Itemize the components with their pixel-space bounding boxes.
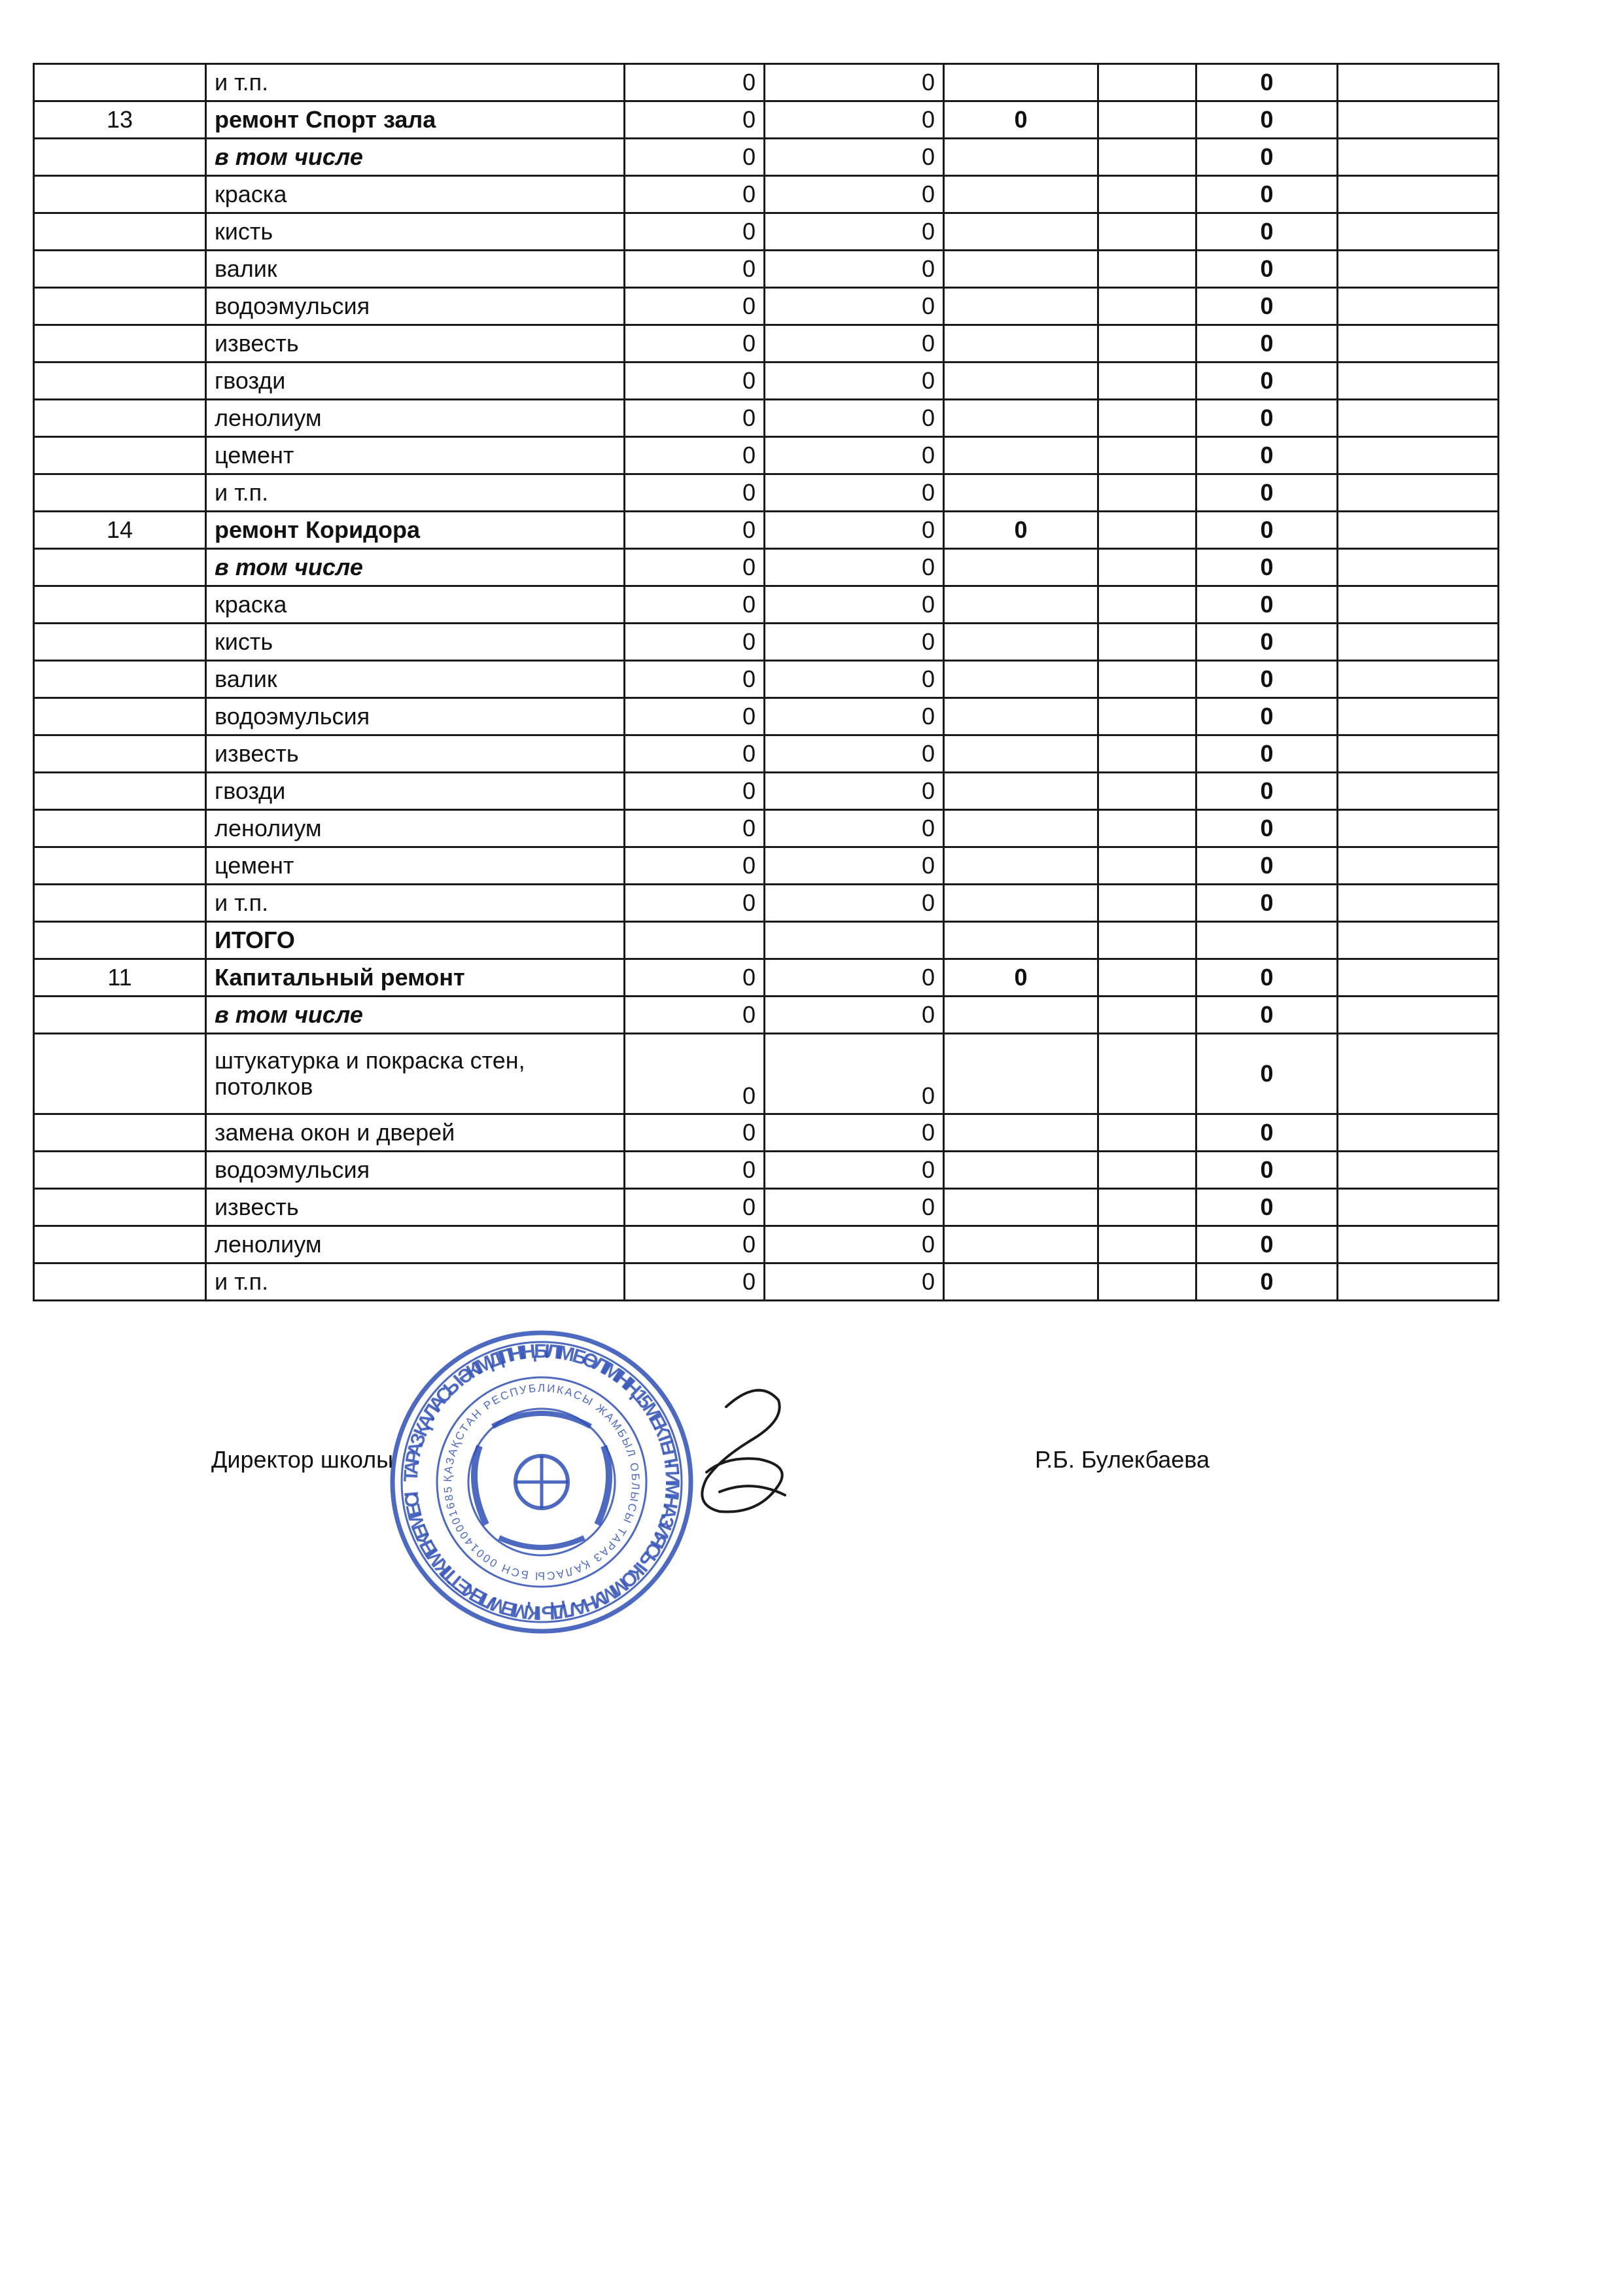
total-cell: 0 [1196,400,1338,437]
fact-value-cell: 0 [765,512,944,549]
plan-value-cell: 0 [625,325,765,362]
table-row [34,810,1499,847]
subtotal-cell [944,773,1098,810]
fact-value-cell: 0 [765,1263,944,1301]
fact-value-cell: 0 [765,101,944,139]
blank-cell [1098,1189,1196,1226]
total-cell: 0 [1196,437,1338,474]
plan-value-cell: 0 [625,474,765,512]
note-cell [1338,1114,1499,1152]
plan-value-cell: 0 [625,1226,765,1263]
plan-value-cell: 0 [625,847,765,885]
item-name-cell: ленолиум [206,1226,625,1263]
note-cell [1338,512,1499,549]
note-cell [1338,661,1499,698]
plan-value-cell: 0 [625,288,765,325]
subtotal-cell: 0 [944,512,1098,549]
subtotal-cell [944,661,1098,698]
item-name-cell: Капитальный ремонт [206,959,625,997]
row-number-cell [34,549,206,586]
row-number-cell [34,661,206,698]
subtotal-cell [944,213,1098,251]
blank-cell [1098,1034,1196,1114]
subtotal-cell [944,176,1098,213]
blank-cell [1098,474,1196,512]
signature-block [0,1426,1623,1623]
blank-cell [1098,101,1196,139]
plan-value-cell: 0 [625,586,765,624]
total-cell: 0 [1196,288,1338,325]
note-cell [1338,810,1499,847]
item-name-cell: гвозди [206,773,625,810]
note-cell [1338,959,1499,997]
note-cell [1338,922,1499,959]
table-row [34,549,1499,586]
row-number-cell [34,362,206,400]
table-row [34,400,1499,437]
blank-cell [1098,512,1196,549]
note-cell [1338,325,1499,362]
item-name-cell: цемент [206,437,625,474]
table-row [34,735,1499,773]
plan-value-cell: 0 [625,698,765,735]
table-row [34,997,1499,1034]
row-number-cell [34,885,206,922]
item-name-cell: известь [206,325,625,362]
total-cell: 0 [1196,512,1338,549]
total-cell: 0 [1196,661,1338,698]
fact-value-cell: 0 [765,624,944,661]
subtotal-cell [944,549,1098,586]
seal-outer-text: ТАРАЗ ҚАЛАСЫ ӘКІМДІГІНІҢ БІЛІМ БӨЛІМІНІҢ 15 МЕКТЕП-ГИМНАЗИЯСЫ КОММУНАЛДЫҚ МЕМЛЕКЕТТІК МЕКЕМЕСІ [400,1340,684,1624]
plan-value-cell: 0 [625,101,765,139]
note-cell [1338,213,1499,251]
fact-value-cell: 0 [765,959,944,997]
blank-cell [1098,325,1196,362]
row-number-cell [34,251,206,288]
blank-cell [1098,586,1196,624]
note-cell [1338,549,1499,586]
table-row [34,922,1499,959]
subtotal-cell [944,997,1098,1034]
table-body [34,64,1499,1301]
subtotal-cell [944,400,1098,437]
table-row [34,362,1499,400]
row-number-cell [34,922,206,959]
subtotal-cell [944,1114,1098,1152]
row-number-cell [34,1263,206,1301]
total-cell: 0 [1196,176,1338,213]
fact-value-cell: 0 [765,362,944,400]
plan-value-cell: 0 [625,1034,765,1114]
subtotal-cell [944,1226,1098,1263]
item-name-cell: известь [206,735,625,773]
plan-value-cell: 0 [625,176,765,213]
fact-value-cell: 0 [765,698,944,735]
fact-value-cell: 0 [765,474,944,512]
row-number-cell [34,1114,206,1152]
item-name-cell: в том числе [206,549,625,586]
total-cell: 0 [1196,997,1338,1034]
total-cell: 0 [1196,213,1338,251]
subtotal-cell [944,735,1098,773]
fact-value-cell: 0 [765,885,944,922]
subtotal-cell [944,64,1098,101]
plan-value-cell: 0 [625,1152,765,1189]
row-number-cell [34,288,206,325]
blank-cell [1098,1263,1196,1301]
total-cell: 0 [1196,586,1338,624]
blank-cell [1098,64,1196,101]
blank-cell [1098,847,1196,885]
subtotal-cell [944,362,1098,400]
item-name-cell: и т.п. [206,64,625,101]
fact-value-cell: 0 [765,586,944,624]
blank-cell [1098,773,1196,810]
table-row [34,474,1499,512]
item-name-cell: водоэмульсия [206,1152,625,1189]
subtotal-cell [944,474,1098,512]
blank-cell [1098,1152,1196,1189]
table-row [34,325,1499,362]
plan-value-cell: 0 [625,997,765,1034]
fact-value-cell: 0 [765,735,944,773]
plan-value-cell: 0 [625,773,765,810]
subtotal-cell [944,586,1098,624]
table-row [34,586,1499,624]
table-row [34,847,1499,885]
total-cell [1196,922,1338,959]
note-cell [1338,1189,1499,1226]
note-cell [1338,885,1499,922]
item-name-cell: ленолиум [206,810,625,847]
item-name-cell: ИТОГО [206,922,625,959]
plan-value-cell: 0 [625,362,765,400]
item-name-cell: ремонт Коридора [206,512,625,549]
seal-inner-text: ҚАЗАҚСТАН РЕСПУБЛИКАСЫ ЖАМБЫЛ ОБЛЫСЫ ТАРАЗ ҚАЛАСЫ БСН 000140001685 [441,1381,642,1583]
plan-value-cell: 0 [625,549,765,586]
row-number-cell [34,325,206,362]
note-cell [1338,400,1499,437]
plan-value-cell: 0 [625,810,765,847]
subtotal-cell: 0 [944,959,1098,997]
table-row [34,1114,1499,1152]
plan-value-cell: 0 [625,400,765,437]
row-number-cell [34,176,206,213]
table-row [34,213,1499,251]
item-name-cell: ленолиум [206,400,625,437]
fact-value-cell: 0 [765,437,944,474]
blank-cell [1098,400,1196,437]
blank-cell [1098,661,1196,698]
fact-value-cell [765,922,944,959]
plan-value-cell: 0 [625,64,765,101]
total-cell: 0 [1196,810,1338,847]
fact-value-cell: 0 [765,325,944,362]
fact-value-cell: 0 [765,549,944,586]
fact-value-cell: 0 [765,1226,944,1263]
fact-value-cell: 0 [765,400,944,437]
table-row [34,139,1499,176]
item-name-cell: в том числе [206,139,625,176]
plan-value-cell: 0 [625,213,765,251]
fact-value-cell: 0 [765,288,944,325]
blank-cell [1098,362,1196,400]
table-row [34,64,1499,101]
row-number-cell [34,847,206,885]
note-cell [1338,288,1499,325]
plan-value-cell: 0 [625,1114,765,1152]
note-cell [1338,64,1499,101]
table-row [34,698,1499,735]
subtotal-cell [944,922,1098,959]
total-cell: 0 [1196,474,1338,512]
blank-cell [1098,1114,1196,1152]
total-cell: 0 [1196,549,1338,586]
total-cell: 0 [1196,1034,1338,1114]
subtotal-cell [944,698,1098,735]
total-cell: 0 [1196,64,1338,101]
fact-value-cell: 0 [765,997,944,1034]
table-row [34,1263,1499,1301]
row-number-cell [34,735,206,773]
total-cell: 0 [1196,325,1338,362]
item-name-cell: и т.п. [206,474,625,512]
fact-value-cell: 0 [765,1152,944,1189]
note-cell [1338,847,1499,885]
blank-cell [1098,251,1196,288]
plan-value-cell: 0 [625,959,765,997]
row-number-cell [34,810,206,847]
item-name-cell: водоэмульсия [206,698,625,735]
row-number-cell [34,773,206,810]
subtotal-cell [944,288,1098,325]
note-cell [1338,997,1499,1034]
item-name-cell: штукатурка и покраска стен, потолков [206,1034,625,1114]
item-name-cell: в том числе [206,997,625,1034]
table-row [34,437,1499,474]
item-name-cell: водоэмульсия [206,288,625,325]
fact-value-cell: 0 [765,810,944,847]
row-number-cell [34,139,206,176]
plan-value-cell: 0 [625,1263,765,1301]
note-cell [1338,773,1499,810]
item-name-cell: валик [206,251,625,288]
subtotal-cell [944,885,1098,922]
item-name-cell: краска [206,176,625,213]
plan-value-cell: 0 [625,251,765,288]
table-row [34,251,1499,288]
note-cell [1338,362,1499,400]
plan-value-cell: 0 [625,512,765,549]
subtotal-cell: 0 [944,101,1098,139]
blank-cell [1098,139,1196,176]
fact-value-cell: 0 [765,64,944,101]
total-cell: 0 [1196,959,1338,997]
item-name-cell: валик [206,661,625,698]
subtotal-cell [944,139,1098,176]
row-number-cell [34,698,206,735]
plan-value-cell: 0 [625,624,765,661]
total-cell: 0 [1196,139,1338,176]
item-name-cell: цемент [206,847,625,885]
subtotal-cell [944,1034,1098,1114]
row-number-cell [34,624,206,661]
blank-cell [1098,997,1196,1034]
blank-cell [1098,735,1196,773]
table-row [34,101,1499,139]
note-cell [1338,101,1499,139]
subtotal-cell [944,437,1098,474]
total-cell: 0 [1196,1263,1338,1301]
plan-value-cell: 0 [625,661,765,698]
item-name-cell: известь [206,1189,625,1226]
note-cell [1338,624,1499,661]
total-cell: 0 [1196,362,1338,400]
plan-value-cell: 0 [625,437,765,474]
fact-value-cell: 0 [765,1189,944,1226]
note-cell [1338,735,1499,773]
note-cell [1338,1034,1499,1114]
signatory-title: Директор школы [211,1446,393,1473]
total-cell: 0 [1196,101,1338,139]
item-name-cell: гвозди [206,362,625,400]
blank-cell [1098,437,1196,474]
item-name-cell: ремонт Спорт зала [206,101,625,139]
subtotal-cell [944,325,1098,362]
row-number-cell [34,997,206,1034]
subtotal-cell [944,810,1098,847]
blank-cell [1098,288,1196,325]
blank-cell [1098,176,1196,213]
plan-value-cell: 0 [625,139,765,176]
row-number-cell [34,586,206,624]
subtotal-cell [944,1189,1098,1226]
table-row [34,1152,1499,1189]
blank-cell [1098,885,1196,922]
item-name-cell: кисть [206,624,625,661]
plan-value-cell: 0 [625,885,765,922]
blank-cell [1098,549,1196,586]
subtotal-cell [944,624,1098,661]
item-name-cell: и т.п. [206,885,625,922]
plan-value-cell: 0 [625,735,765,773]
note-cell [1338,139,1499,176]
row-number-cell [34,437,206,474]
table-row [34,773,1499,810]
table-row [34,512,1499,549]
fact-value-cell: 0 [765,847,944,885]
note-cell [1338,437,1499,474]
budget-table [33,63,1499,1301]
subtotal-cell [944,1152,1098,1189]
note-cell [1338,586,1499,624]
total-cell: 0 [1196,624,1338,661]
blank-cell [1098,213,1196,251]
table-row [34,959,1499,997]
note-cell [1338,698,1499,735]
subtotal-cell [944,847,1098,885]
table-row [34,1189,1499,1226]
total-cell: 0 [1196,1226,1338,1263]
row-number-cell [34,474,206,512]
row-number-cell: 11 [34,959,206,997]
subtotal-cell [944,1263,1098,1301]
total-cell: 0 [1196,1189,1338,1226]
row-number-cell: 13 [34,101,206,139]
item-name-cell: краска [206,586,625,624]
total-cell: 0 [1196,885,1338,922]
fact-value-cell: 0 [765,1034,944,1114]
note-cell [1338,176,1499,213]
blank-cell [1098,922,1196,959]
subtotal-cell [944,251,1098,288]
fact-value-cell: 0 [765,176,944,213]
plan-value-cell: 0 [625,1189,765,1226]
fact-value-cell: 0 [765,251,944,288]
row-number-cell [34,1226,206,1263]
plan-value-cell [625,922,765,959]
signatory-name: Р.Б. Булекбаева [1035,1446,1210,1473]
note-cell [1338,1152,1499,1189]
blank-cell [1098,1226,1196,1263]
row-number-cell: 14 [34,512,206,549]
total-cell: 0 [1196,773,1338,810]
row-number-cell [34,1189,206,1226]
note-cell [1338,1263,1499,1301]
fact-value-cell: 0 [765,773,944,810]
blank-cell [1098,810,1196,847]
fact-value-cell: 0 [765,213,944,251]
table-row [34,1226,1499,1263]
total-cell: 0 [1196,698,1338,735]
total-cell: 0 [1196,251,1338,288]
item-name-cell: замена окон и дверей [206,1114,625,1152]
row-number-cell [34,1152,206,1189]
table-row [34,176,1499,213]
total-cell: 0 [1196,1152,1338,1189]
row-number-cell [34,64,206,101]
item-name-cell: кисть [206,213,625,251]
fact-value-cell: 0 [765,661,944,698]
blank-cell [1098,959,1196,997]
table-row [34,288,1499,325]
total-cell: 0 [1196,1114,1338,1152]
fact-value-cell: 0 [765,139,944,176]
blank-cell [1098,698,1196,735]
total-cell: 0 [1196,847,1338,885]
row-number-cell [34,1034,206,1114]
fact-value-cell: 0 [765,1114,944,1152]
table-row [34,1034,1499,1114]
row-number-cell [34,213,206,251]
item-name-cell: и т.п. [206,1263,625,1301]
row-number-cell [34,400,206,437]
table-row [34,624,1499,661]
note-cell [1338,251,1499,288]
table-row [34,885,1499,922]
total-cell: 0 [1196,735,1338,773]
note-cell [1338,1226,1499,1263]
table-row [34,661,1499,698]
note-cell [1338,474,1499,512]
blank-cell [1098,624,1196,661]
